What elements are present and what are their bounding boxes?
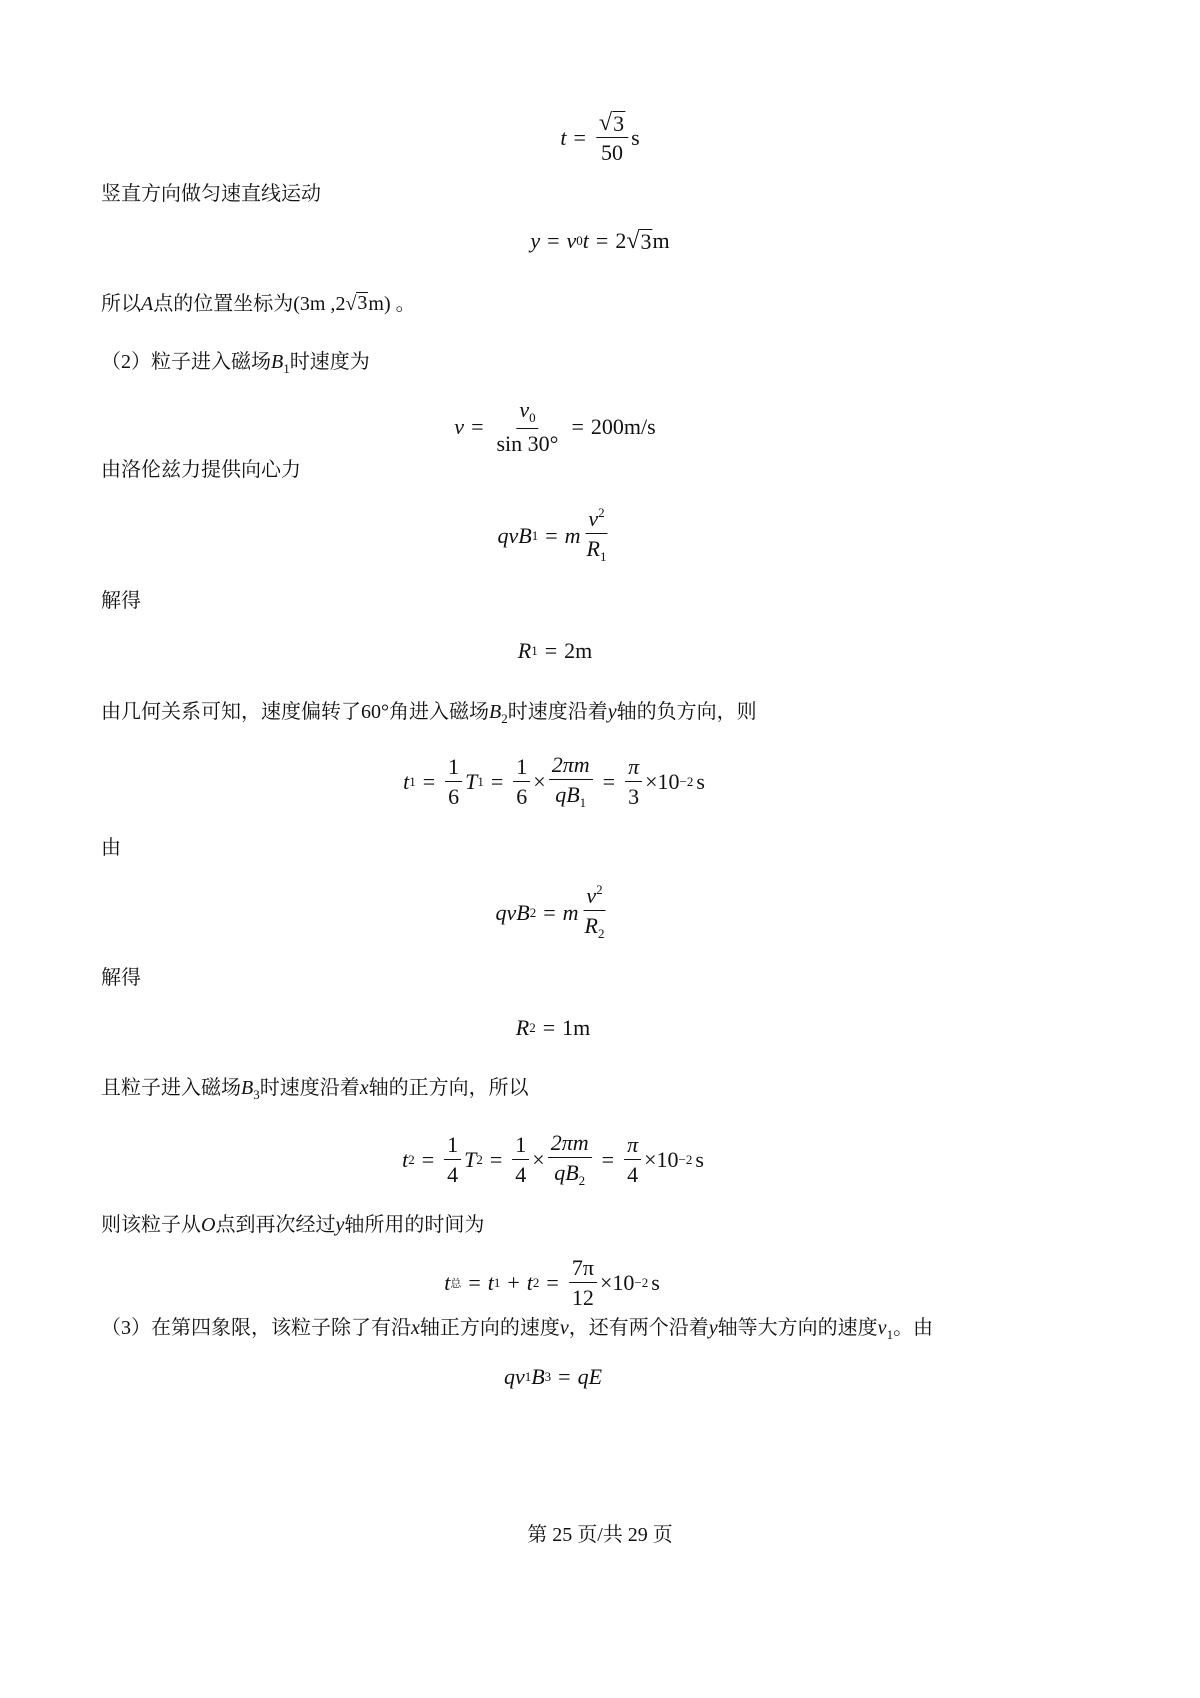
paragraph-vertical-motion: 竖直方向做匀速直线运动 bbox=[101, 183, 321, 205]
equation-lorentz-1: q v B 1 = m $\frac{v^2}{R_1}$ bbox=[497, 505, 607, 565]
paragraph-point-a: 所以A点的位置坐标为(3m ,2 √ 3 m) 。 bbox=[101, 292, 416, 315]
equation-v: v = $\frac{v_0}{\sin 30^\circ}$ = 200m/s bbox=[454, 397, 656, 456]
equation-total: t 总 = t 1 + t 2 = $\frac{7\pi}{12}$ ×10 −2 s bbox=[444, 1255, 660, 1311]
equation-t: t = √ 3 50 s bbox=[560, 110, 640, 166]
paragraph-part-2: （2）粒子进入磁场$B_1$时速度为 bbox=[101, 351, 370, 376]
paragraph-from: 由 bbox=[101, 837, 121, 859]
paragraph-solve-1: 解得 bbox=[101, 590, 141, 612]
equation-y: y = v 0 t = 2 √ 3 m bbox=[530, 228, 670, 255]
paragraph-total-time: 则该粒子从O点到再次经过y轴所用的时间为 bbox=[101, 1214, 485, 1236]
equation-t2: t 2 = $\frac{1}{4}$ T 2 = $\frac{1}{4}$ × $\frac{2\pi m}{qB_2}$ = $\frac{\pi}{4}$ ×10 −2 s bbox=[402, 1130, 704, 1189]
paragraph-b3: 且粒子进入磁场$B_3$时速度沿着x轴的正方向，所以 bbox=[101, 1077, 529, 1102]
equation-r2: R 2 = 1m bbox=[515, 1015, 591, 1040]
page-footer: 第 25 页/共 29 页 bbox=[527, 1524, 673, 1546]
equation-r1: R 1 = 2m bbox=[517, 638, 593, 663]
paragraph-part-3: （3）在第四象限，该粒子除了有沿x轴正方向的速度v，还有两个沿着y轴等大方向的速度$v_1$。由 bbox=[101, 1317, 934, 1342]
equation-electric: q v 1 B 3 = qE bbox=[503, 1364, 603, 1389]
equation-lorentz-2: q v B 2 = m $\frac{v^2}{R_2}$ bbox=[495, 882, 605, 942]
paragraph-solve-2: 解得 bbox=[101, 967, 141, 989]
paragraph-geometry: 由几何关系可知，速度偏转了60°角进入磁场$B_2$时速度沿着y轴的负方向，则 bbox=[101, 701, 757, 726]
equation-t1: t 1 = $\frac{1}{6}$ T 1 = $\frac{1}{6}$ × $\frac{2\pi m}{qB_1}$ = $\frac{\pi}{3}$ ×10 −2 s bbox=[403, 752, 705, 811]
paragraph-lorentz: 由洛伦兹力提供向心力 bbox=[101, 459, 301, 481]
